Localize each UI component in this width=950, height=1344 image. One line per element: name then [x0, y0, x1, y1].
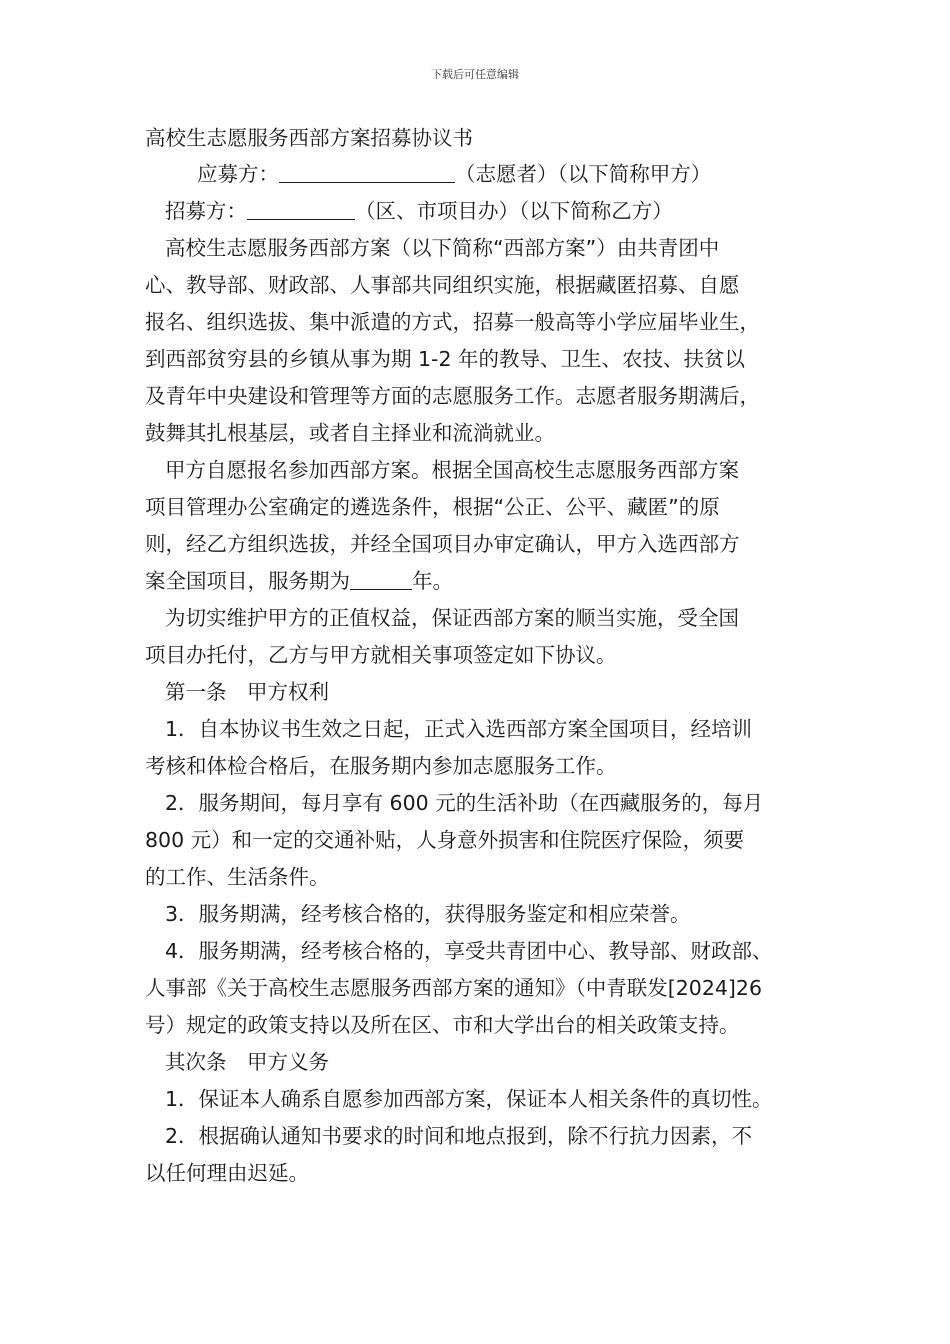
intro-line: 到西部贫穷县的乡镇从事为期 1-2 年的教导、卫生、农技、扶贫以: [145, 347, 746, 371]
applicant-suffix: （志愿者）（以下简称甲方）: [455, 162, 712, 186]
applicant-label: 应募方：: [197, 162, 279, 186]
article1-item: 考核和体检合格后，在服务期内参加志愿服务工作。: [145, 754, 617, 778]
recruiter-line: [165, 196, 673, 226]
article1-heading: 第一条 甲方权利: [165, 680, 329, 704]
para2-line: 甲方自愿报名参加西部方案。根据全国高校生志愿服务西部方案: [165, 458, 739, 482]
para2-last-line: [145, 566, 453, 596]
para2-last-prefix: 案全国项目，服务期为: [145, 569, 350, 593]
article1-item: 4．服务期满，经考核合格的，享受共青团中心、教导部、财政部、: [165, 939, 773, 963]
recruiter-suffix: （区、市项目办）（以下简称乙方）: [355, 199, 673, 223]
article2-item: 1．保证本人确系自愿参加西部方案，保证本人相关条件的真切性。: [165, 1087, 773, 1111]
applicant-blank[interactable]: [279, 160, 455, 183]
article2-heading: 其次条 甲方义务: [165, 1050, 329, 1074]
intro-line: 鼓舞其扎根基层，或者自主择业和流淌就业。: [145, 421, 555, 445]
document-title: 高校生志愿服务西部方案招募协议书: [145, 126, 473, 150]
intro-line: 报名、组织选拔、集中派遣的方式，招募一般高等小学应届毕业生，: [145, 310, 760, 334]
header-note: 下载后可任意编辑: [431, 68, 519, 81]
para2-line: 则，经乙方组织选拔，并经全国项目办审定确认，甲方入选西部方: [145, 532, 740, 556]
article2-item: 2．根据确认通知书要求的时间和地点报到，除不行抗力因素，不: [165, 1124, 753, 1148]
article1-item: 2．服务期间，每月享有 600 元的生活补助（在西藏服务的，每月: [165, 791, 764, 815]
applicant-line: [197, 159, 711, 189]
para3-line: 为切实维护甲方的正值权益，保证西部方案的顺当实施，受全国: [165, 606, 739, 630]
article1-item: 1．自本协议书生效之日起，正式入选西部方案全国项目，经培训: [165, 717, 753, 741]
article1-item: 的工作、生活条件。: [145, 865, 330, 889]
para2-line: 项目管理办公室确定的遴选条件，根据“公正、公平、藏匿”的原: [145, 495, 720, 519]
article1-item: 人事部《关于高校生志愿服务西部方案的通知》（中青联发[2024]26: [145, 976, 763, 1000]
intro-line: 及青年中央建设和管理等方面的志愿服务工作。志愿者服务期满后，: [145, 384, 760, 408]
recruiter-blank[interactable]: [247, 197, 355, 220]
recruiter-label: 招募方：: [165, 199, 247, 223]
service-years-blank[interactable]: [350, 567, 412, 590]
article1-item: 3．服务期满，经考核合格的，获得服务鉴定和相应荣誉。: [165, 902, 691, 926]
para3-line: 项目办托付，乙方与甲方就相关事项签定如下协议。: [145, 643, 617, 667]
article1-item: 号）规定的政策支持以及所在区、市和大学出台的相关政策支持。: [145, 1013, 740, 1037]
article1-item: 800 元）和一定的交通补贴，人身意外损害和住院医疗保险，须要: [145, 828, 745, 852]
intro-line: 心、教导部、财政部、人事部共同组织实施，根据藏匿招募、自愿: [145, 273, 740, 297]
para2-last-suffix: 年。: [412, 569, 453, 593]
intro-line: 高校生志愿服务西部方案（以下简称“西部方案”）由共青团中: [165, 236, 720, 260]
article2-item: 以任何理由迟延。: [145, 1161, 309, 1185]
